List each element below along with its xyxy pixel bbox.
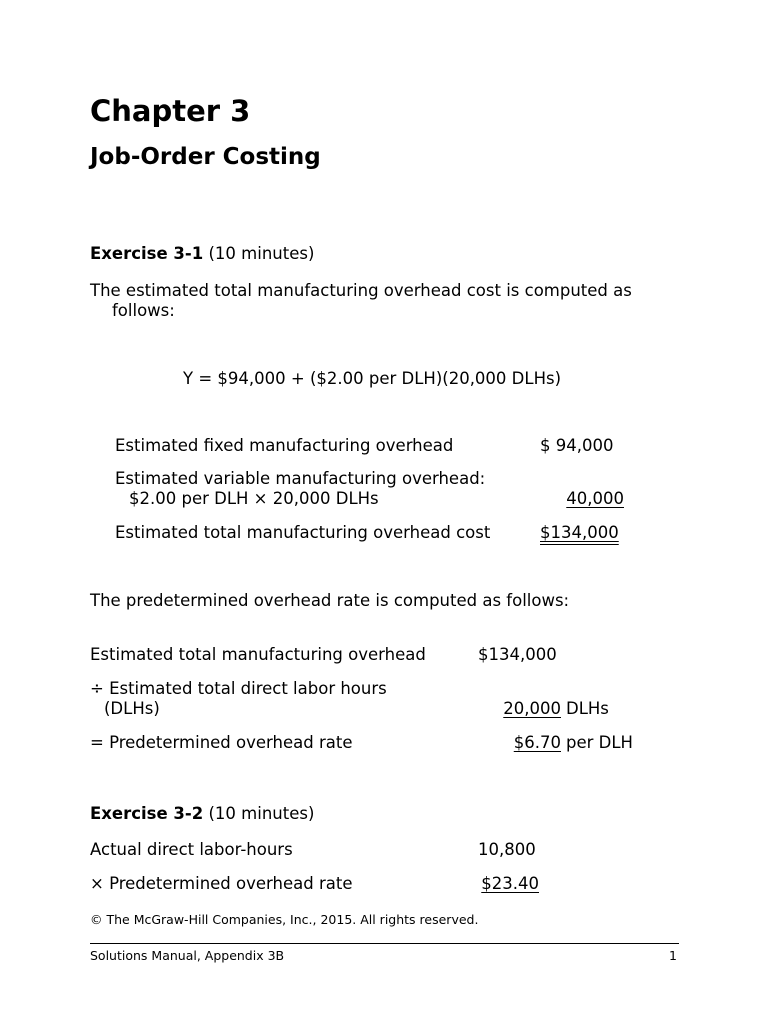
footer-divider (90, 943, 679, 944)
rate-row2-value: 20,000 (503, 699, 561, 718)
ex2-row2-label: × Predetermined overhead rate (90, 874, 353, 893)
rate-row3-value: $6.70 (513, 733, 561, 752)
total-overhead-label: Estimated total manufacturing overhead cost (115, 523, 491, 542)
rate-row2-label-cont: (DLHs) (104, 699, 160, 718)
variable-overhead-detail: $2.00 per DLH × 20,000 DLHs (129, 489, 379, 508)
intro-line-2: follows: (112, 301, 175, 320)
rate-row1-value: $134,000 (478, 645, 557, 664)
rate-intro: The predetermined overhead rate is computed as follows: (90, 591, 570, 610)
exercise-3-1-time: (10 minutes) (203, 244, 315, 263)
chapter-title: Chapter 3 (90, 94, 251, 128)
chapter-subtitle: Job-Order Costing (90, 144, 321, 170)
rate-row3-label: = Predetermined overhead rate (90, 733, 353, 752)
overhead-formula: Y = $94,000 + ($2.00 per DLH)(20,000 DLHs) (183, 369, 562, 388)
total-overhead-value: $134,000 (540, 523, 619, 542)
ex2-row1-label: Actual direct labor-hours (90, 840, 293, 859)
fixed-overhead-label: Estimated fixed manufacturing overhead (115, 436, 454, 455)
exercise-3-2-label: Exercise 3-2 (90, 804, 204, 823)
footer-manual-name: Solutions Manual, Appendix 3B (90, 948, 285, 963)
intro-line-1: The estimated total manufacturing overhead cost is computed as (90, 281, 632, 300)
fixed-overhead-value: $ 94,000 (540, 436, 614, 455)
ex2-row2-value: $23.40 (481, 874, 539, 893)
copyright-notice: © The McGraw-Hill Companies, Inc., 2015. All rights reserved. (90, 912, 479, 927)
rate-row1-label: Estimated total manufacturing overhead (90, 645, 426, 664)
exercise-3-1-heading (90, 244, 314, 264)
page-number: 1 (669, 948, 677, 963)
rate-row2-unit: DLHs (566, 699, 609, 718)
variable-overhead-value: 40,000 (566, 489, 624, 508)
variable-overhead-label: Estimated variable manufacturing overhead: (115, 469, 486, 488)
exercise-3-2-heading (90, 804, 314, 824)
ex2-row1-value: 10,800 (478, 840, 536, 859)
rate-row3-unit: per DLH (566, 733, 633, 752)
rate-row2-label: ÷ Estimated total direct labor hours (90, 679, 387, 698)
exercise-3-1-label: Exercise 3-1 (90, 244, 204, 263)
exercise-3-2-time: (10 minutes) (203, 804, 315, 823)
